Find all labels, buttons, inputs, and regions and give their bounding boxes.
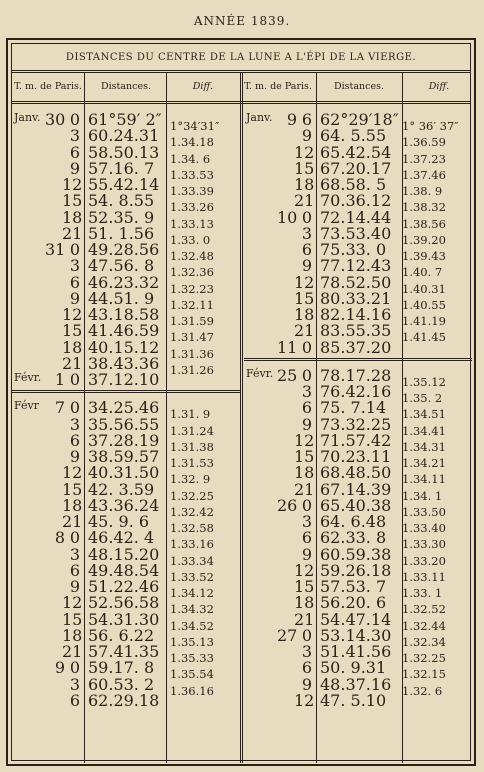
difference-value: 1.32. 9 xyxy=(170,472,211,487)
distance-value: 54. 8.55 xyxy=(88,191,155,211)
time-month: Janv. xyxy=(14,111,41,124)
difference-value: 1.40.31 xyxy=(402,281,446,296)
distance-value: 62.29.18 xyxy=(88,690,160,710)
distance-value: 38.59.57 xyxy=(88,447,160,466)
difference-value: 1.33.11 xyxy=(402,569,446,584)
difference-value: 1.38.56 xyxy=(402,216,446,231)
time-hour: 12 xyxy=(294,272,315,292)
difference-value: 1.32. 6 xyxy=(402,683,443,698)
difference-value: 1.35.13 xyxy=(170,634,214,649)
time-hour: 21 xyxy=(294,479,315,499)
difference-value: 1.35.33 xyxy=(170,651,214,666)
time-hour: 12 xyxy=(294,142,315,162)
time-hour: 9 xyxy=(301,544,312,564)
difference-value: 1.34.12 xyxy=(170,586,214,601)
time-hour: 9 xyxy=(69,577,80,596)
difference-value: 1.38.32 xyxy=(402,200,446,215)
time-day: 11 xyxy=(277,337,298,357)
difference-value: 1.33. 1 xyxy=(402,586,443,601)
time-hour: 6 xyxy=(301,658,312,678)
distance-value: 68.58. 5 xyxy=(320,175,387,194)
block-separator-rule xyxy=(12,390,240,391)
time-hour: 9 xyxy=(69,447,80,466)
table-title: DISTANCES DU CENTRE DE LA LUNE A L'ÉPI DE LA VIERGE. xyxy=(65,52,417,63)
distance-value: 70.23.11 xyxy=(320,447,392,466)
time-hour: 3 xyxy=(69,544,80,564)
time-hour: 21 xyxy=(62,642,83,661)
block-separator-rule xyxy=(244,360,472,361)
difference-value: 1.33.13 xyxy=(170,216,214,231)
distance-value: 59.26.18 xyxy=(320,560,392,580)
distance-value: 46.23.32 xyxy=(88,272,160,292)
distance-value: 60.53. 2 xyxy=(88,674,155,694)
difference-value: 1.34.21 xyxy=(402,456,446,471)
time-hour: 15 xyxy=(294,288,315,308)
distance-value: 46.42. 4 xyxy=(88,528,155,548)
time-hour: 0 xyxy=(69,658,80,678)
time-month: Janv. xyxy=(246,111,273,124)
time-hour: 6 xyxy=(69,430,80,450)
distance-value: 49.48.54 xyxy=(88,560,160,580)
time-hour: 0 xyxy=(301,625,312,645)
time-hour: 6 xyxy=(301,110,312,129)
distance-value: 60.59.38 xyxy=(320,544,392,564)
time-hour: 18 xyxy=(62,207,83,227)
time-day: 31 xyxy=(45,240,66,259)
time-hour: 3 xyxy=(69,126,80,146)
difference-value: 1.32.23 xyxy=(170,281,214,296)
time-hour: 9 xyxy=(301,126,312,146)
difference-value: 1.34.32 xyxy=(170,602,214,617)
time-day: 7 xyxy=(54,398,65,418)
difference-value: 1.32.15 xyxy=(402,667,446,682)
time-day: 9 xyxy=(286,110,297,129)
divider-center xyxy=(240,73,241,763)
distance-value: 51.22.46 xyxy=(88,577,160,596)
difference-value: 1°34′31″ xyxy=(170,119,220,134)
distance-value: 76.42.16 xyxy=(320,382,392,401)
difference-value: 1.31.53 xyxy=(170,456,214,471)
difference-value: 1.34.31 xyxy=(402,439,446,454)
time-hour: 12 xyxy=(62,593,83,613)
distance-value: 51. 1.56 xyxy=(88,223,155,243)
time-hour: 6 xyxy=(301,398,312,418)
distance-value: 57.16. 7 xyxy=(88,158,155,178)
difference-value: 1.33.20 xyxy=(402,553,446,568)
time-hour: 21 xyxy=(62,512,83,531)
distance-value: 80.33.21 xyxy=(320,288,392,308)
table-inner-frame xyxy=(11,43,471,761)
time-hour: 12 xyxy=(294,690,315,710)
difference-value: 1.32.36 xyxy=(170,265,214,280)
time-day: 1 xyxy=(54,370,65,389)
col-header-distances-left: Distances. xyxy=(101,81,151,92)
time-hour: 12 xyxy=(294,560,315,580)
difference-value: 1.32.52 xyxy=(402,602,446,617)
distance-value: 57.41.35 xyxy=(88,642,160,661)
distance-value: 64. 5.55 xyxy=(320,126,387,146)
difference-value: 1.39.43 xyxy=(402,249,446,264)
time-hour: 0 xyxy=(69,398,80,418)
time-hour: 12 xyxy=(62,463,83,483)
time-hour: 0 xyxy=(69,240,80,259)
time-hour: 9 xyxy=(301,414,312,434)
time-day: 10 xyxy=(277,207,298,227)
difference-value: 1° 36′ 37″ xyxy=(402,119,459,134)
distance-value: 75.33. 0 xyxy=(320,240,387,259)
difference-value: 1.34.41 xyxy=(402,423,446,438)
time-hour: 15 xyxy=(294,577,315,596)
year-header: ANNÉE 1839. xyxy=(193,14,291,28)
difference-value: 1.31.26 xyxy=(170,362,214,377)
time-hour: 3 xyxy=(69,414,80,434)
time-hour: 15 xyxy=(62,191,83,211)
time-hour: 3 xyxy=(301,382,312,401)
col-header-time-left: T. m. de Paris. xyxy=(14,81,82,92)
distance-value: 73.32.25 xyxy=(320,414,392,434)
divider-center-double xyxy=(242,73,243,763)
time-hour: 18 xyxy=(294,463,315,483)
time-day: 30 xyxy=(45,110,66,129)
time-hour: 3 xyxy=(301,512,312,531)
distance-value: 47. 5.10 xyxy=(320,690,387,710)
difference-value: 1.37.23 xyxy=(402,151,446,166)
difference-value: 1.33.16 xyxy=(170,537,214,552)
difference-value: 1.39.20 xyxy=(402,232,446,247)
distance-value: 54.47.14 xyxy=(320,609,392,629)
distance-value: 67.20.17 xyxy=(320,158,392,178)
time-month: Févr. xyxy=(14,371,42,384)
difference-value: 1.35. 2 xyxy=(402,391,443,406)
col-header-time-right: T. m. de Paris. xyxy=(244,81,312,92)
time-hour: 3 xyxy=(69,674,80,694)
difference-value: 1.34.18 xyxy=(170,135,214,150)
difference-value: 1.33.40 xyxy=(402,521,446,536)
time-hour: 18 xyxy=(62,625,83,645)
distance-value: 82.14.16 xyxy=(320,305,392,324)
time-hour: 3 xyxy=(301,642,312,661)
difference-value: 1.41.19 xyxy=(402,314,446,329)
distance-value: 73.53.40 xyxy=(320,223,392,243)
time-hour: 18 xyxy=(62,495,83,515)
difference-value: 1.31.38 xyxy=(170,439,214,454)
distance-value: 44.51. 9 xyxy=(88,288,155,308)
distance-value: 59.17. 8 xyxy=(88,658,155,678)
distance-value: 43.36.24 xyxy=(88,495,160,515)
difference-value: 1.34. 6 xyxy=(170,151,211,166)
difference-value: 1.36.16 xyxy=(170,683,214,698)
time-day: 26 xyxy=(277,495,298,515)
distance-value: 61°59′ 2″ xyxy=(88,110,162,129)
time-hour: 21 xyxy=(62,223,83,243)
time-day: 8 xyxy=(54,528,65,548)
distance-value: 83.55.35 xyxy=(320,321,392,341)
difference-value: 1.33.52 xyxy=(170,569,214,584)
time-hour: 18 xyxy=(294,305,315,324)
time-hour: 15 xyxy=(62,609,83,629)
time-hour: 21 xyxy=(62,353,83,373)
time-hour: 0 xyxy=(69,528,80,548)
distance-value: 50. 9.31 xyxy=(320,658,387,678)
time-hour: 6 xyxy=(69,560,80,580)
distance-value: 78.17.28 xyxy=(320,365,392,385)
distance-value: 68.48.50 xyxy=(320,463,392,483)
time-day: 25 xyxy=(277,365,298,385)
distance-value: 54.31.30 xyxy=(88,609,160,629)
block-separator-rule xyxy=(12,392,240,393)
divider-left-dist xyxy=(166,73,167,763)
time-hour: 0 xyxy=(69,370,80,389)
difference-value: 1.32.42 xyxy=(170,504,214,519)
time-hour: 0 xyxy=(301,207,312,227)
divider-right-time xyxy=(316,73,317,763)
time-hour: 0 xyxy=(301,495,312,515)
difference-value: 1.32.44 xyxy=(402,618,446,633)
title-rule xyxy=(12,70,470,71)
distance-value: 35.56.55 xyxy=(88,414,160,434)
col-header-diff-right: Diff. xyxy=(428,81,450,92)
difference-value: 1.35.54 xyxy=(170,667,214,682)
distance-value: 67.14.39 xyxy=(320,479,392,499)
difference-value: 1.38. 9 xyxy=(402,184,443,199)
distance-value: 78.52.50 xyxy=(320,272,392,292)
time-hour: 18 xyxy=(294,593,315,613)
distance-value: 64. 6.48 xyxy=(320,512,387,531)
time-hour: 0 xyxy=(301,365,312,385)
distance-value: 70.36.12 xyxy=(320,191,392,211)
time-hour: 3 xyxy=(69,256,80,276)
difference-value: 1.40.55 xyxy=(402,297,446,312)
difference-value: 1.32.48 xyxy=(170,249,214,264)
time-month: Févr xyxy=(14,399,40,413)
difference-value: 1.36.59 xyxy=(402,135,446,150)
distance-value: 48.37.16 xyxy=(320,674,392,694)
distance-value: 40.31.50 xyxy=(88,463,160,483)
difference-value: 1.34.51 xyxy=(402,407,446,422)
time-hour: 9 xyxy=(69,288,80,308)
time-hour: 3 xyxy=(301,223,312,243)
distance-value: 65.42.54 xyxy=(320,142,392,162)
distance-value: 40.15.12 xyxy=(88,337,160,357)
distance-value: 48.15.20 xyxy=(88,544,160,564)
distance-value: 60.24.31 xyxy=(88,126,160,146)
time-day: 27 xyxy=(277,625,298,645)
difference-value: 1.33.39 xyxy=(170,184,214,199)
difference-value: 1.32.25 xyxy=(170,488,214,503)
difference-value: 1.33.34 xyxy=(170,553,214,568)
time-hour: 21 xyxy=(294,191,315,211)
time-month: Févr. xyxy=(246,366,274,380)
distance-value: 37.28.19 xyxy=(88,430,160,450)
distance-value: 58.50.13 xyxy=(88,142,160,162)
time-hour: 0 xyxy=(69,110,80,129)
time-hour: 12 xyxy=(62,175,83,194)
difference-value: 1.33.30 xyxy=(402,537,446,552)
distance-value: 56.20. 6 xyxy=(320,593,387,613)
difference-value: 1.33. 0 xyxy=(170,232,211,247)
time-hour: 12 xyxy=(294,430,315,450)
divider-left-time xyxy=(84,73,85,763)
distance-value: 34.25.46 xyxy=(88,398,160,418)
col-header-diff-left: Diff. xyxy=(192,81,214,92)
time-hour: 6 xyxy=(69,690,80,710)
distance-value: 71.57.42 xyxy=(320,430,392,450)
time-hour: 6 xyxy=(69,272,80,292)
difference-value: 1.32.58 xyxy=(170,521,214,536)
difference-value: 1.31.24 xyxy=(170,423,214,438)
difference-value: 1.34.11 xyxy=(402,472,446,487)
distance-value: 77.12.43 xyxy=(320,256,392,276)
distance-value: 52.35. 9 xyxy=(88,207,155,227)
distance-value: 43.18.58 xyxy=(88,305,160,324)
distance-value: 45. 9. 6 xyxy=(88,512,150,531)
time-hour: 6 xyxy=(301,528,312,548)
distance-value: 55.42.14 xyxy=(88,175,160,194)
time-hour: 0 xyxy=(301,337,312,357)
distance-value: 56. 6.22 xyxy=(88,625,155,645)
difference-value: 1.32.25 xyxy=(402,651,446,666)
distance-value: 51.41.56 xyxy=(320,642,392,661)
difference-value: 1.31. 9 xyxy=(170,407,211,422)
difference-value: 1.32.11 xyxy=(170,297,214,312)
distance-value: 42. 3.59 xyxy=(88,479,155,499)
col-header-distances-right: Distances. xyxy=(334,81,384,92)
difference-value: 1.37.46 xyxy=(402,167,446,182)
time-hour: 12 xyxy=(62,305,83,324)
distance-value: 37.12.10 xyxy=(88,370,160,389)
distance-value: 47.56. 8 xyxy=(88,256,155,276)
difference-value: 1.33.50 xyxy=(402,504,446,519)
distance-value: 75. 7.14 xyxy=(320,398,387,418)
distance-value: 38.43.36 xyxy=(88,353,160,373)
distance-value: 72.14.44 xyxy=(320,207,392,227)
difference-value: 1.31.59 xyxy=(170,314,214,329)
time-hour: 15 xyxy=(294,447,315,466)
time-day: 9 xyxy=(54,658,65,678)
time-hour: 6 xyxy=(69,142,80,162)
distance-value: 52.56.58 xyxy=(88,593,160,613)
distance-value: 41.46.59 xyxy=(88,321,160,341)
time-hour: 15 xyxy=(62,479,83,499)
time-hour: 15 xyxy=(62,321,83,341)
difference-value: 1.33.53 xyxy=(170,167,214,182)
table-frame xyxy=(6,38,476,766)
time-hour: 21 xyxy=(294,321,315,341)
difference-value: 1.32.34 xyxy=(402,634,446,649)
time-hour: 21 xyxy=(294,609,315,629)
difference-value: 1.40. 7 xyxy=(402,265,443,280)
time-hour: 18 xyxy=(62,337,83,357)
distance-value: 49.28.56 xyxy=(88,240,160,259)
difference-value: 1.35.12 xyxy=(402,374,446,389)
time-hour: 9 xyxy=(301,674,312,694)
distance-value: 57.53. 7 xyxy=(320,577,387,596)
distance-value: 85.37.20 xyxy=(320,337,392,357)
distance-value: 62.33. 8 xyxy=(320,528,387,548)
block-separator-rule xyxy=(244,358,472,359)
time-hour: 15 xyxy=(294,158,315,178)
distance-value: 62°29′18″ xyxy=(320,110,399,129)
time-hour: 9 xyxy=(69,158,80,178)
distance-value: 65.40.38 xyxy=(320,495,392,515)
difference-value: 1.34.52 xyxy=(170,618,214,633)
difference-value: 1.41.45 xyxy=(402,330,446,345)
difference-value: 1.33.26 xyxy=(170,200,214,215)
distance-value: 53.14.30 xyxy=(320,625,392,645)
time-hour: 9 xyxy=(301,256,312,276)
difference-value: 1.31.47 xyxy=(170,330,214,345)
difference-value: 1.31.36 xyxy=(170,346,214,361)
difference-value: 1.34. 1 xyxy=(402,488,443,503)
time-hour: 6 xyxy=(301,240,312,259)
time-hour: 18 xyxy=(294,175,315,194)
